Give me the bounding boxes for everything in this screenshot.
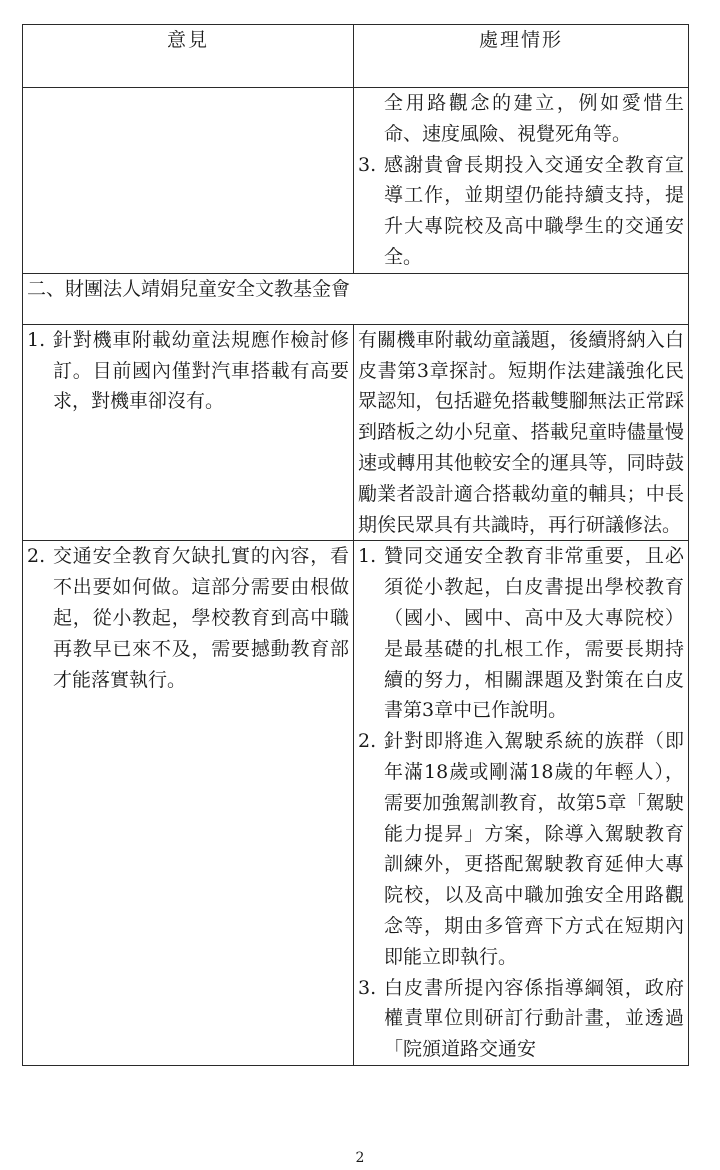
response-item: [358, 726, 684, 972]
section-title: 二、財團法人靖娟兒童安全文教基金會: [23, 273, 689, 324]
item-number: 2.: [358, 730, 377, 753]
opinion-cell: [23, 541, 354, 1066]
response-cell: [354, 541, 689, 1066]
item-text: 贊同交通安全教育非常重要，且必須從小教起，白皮書提出學校教育（國小、國中、高中及大專院校）是最基礎的扎根工作，需要長期持續的努力，相關課題及對策在白皮書第3章中已作說明。: [384, 545, 684, 722]
opinion-item: [27, 325, 349, 417]
response-cell: [354, 324, 689, 541]
response-item: [358, 541, 684, 726]
response-item: [358, 150, 684, 273]
section-row: [23, 273, 689, 324]
header-opinion: 意見: [23, 25, 354, 88]
item-text: 針對機車附載幼童法規應作檢討修訂。目前國內僅對汽車搭載有高要求，對機車卻沒有。: [53, 328, 349, 413]
table-row: [23, 541, 689, 1066]
item-number: 3.: [358, 976, 377, 999]
item-number: 2.: [27, 545, 46, 568]
item-text: 感謝貴會長期投入交通安全教育宣導工作，並期望仍能持續支持，提升大專院校及高中職學生的交通安全。: [384, 153, 684, 268]
response-text: 有關機車附載幼童議題，後續將納入白皮書第3章探討。短期作法建議強化民眾認知，包括避免搭載雙腳無法正常踩到踏板之幼小兒童、搭載兒童時儘量慢速或轉用其他較安全的運具等，同時鼓勵業者設計適合搭載幼童的輔具；中長期俟民眾具有共識時，再行研議修法。: [358, 328, 684, 536]
continued-text: 全用路觀念的建立，例如愛惜生命、速度風險、視覺死角等。: [384, 92, 684, 145]
item-number: 1.: [27, 328, 46, 351]
item-text: 白皮書所提內容係指導綱領，政府權責單位則研訂行動計畫，並透過「院頒道路交通安: [384, 976, 684, 1061]
opinion-cell-empty: [23, 88, 354, 274]
table-row: [23, 324, 689, 541]
table-row: [23, 88, 689, 274]
opinion-item: [27, 541, 349, 695]
item-text: 交通安全教育欠缺扎實的內容，看不出要如何做。這部分需要由根做起，從小教起，學校教育到高中職再教早已來不及，需要撼動教育部才能落實執行。: [53, 545, 349, 691]
item-number: 3.: [358, 153, 377, 176]
table-header-row: [23, 25, 689, 88]
comments-table: [22, 24, 689, 1066]
page-number: 2: [355, 1150, 365, 1166]
opinion-cell: [23, 324, 354, 541]
item-number: 1.: [358, 545, 377, 568]
header-handling: 處理情形: [354, 25, 689, 88]
item-text: 針對即將進入駕駛系統的族群（即年滿18歲或剛滿18歲的年輕人），需要加強駕訓教育，故第5章「駕駛能力提昇」方案，除導入駕駛教育訓練外，更搭配駕駛教育延伸大專院校，以及高中職加強安全用路觀念等，期由多管齊下方式在短期內即能立即執行。: [384, 730, 684, 968]
response-cell: [354, 88, 689, 274]
response-item: [358, 973, 684, 1065]
